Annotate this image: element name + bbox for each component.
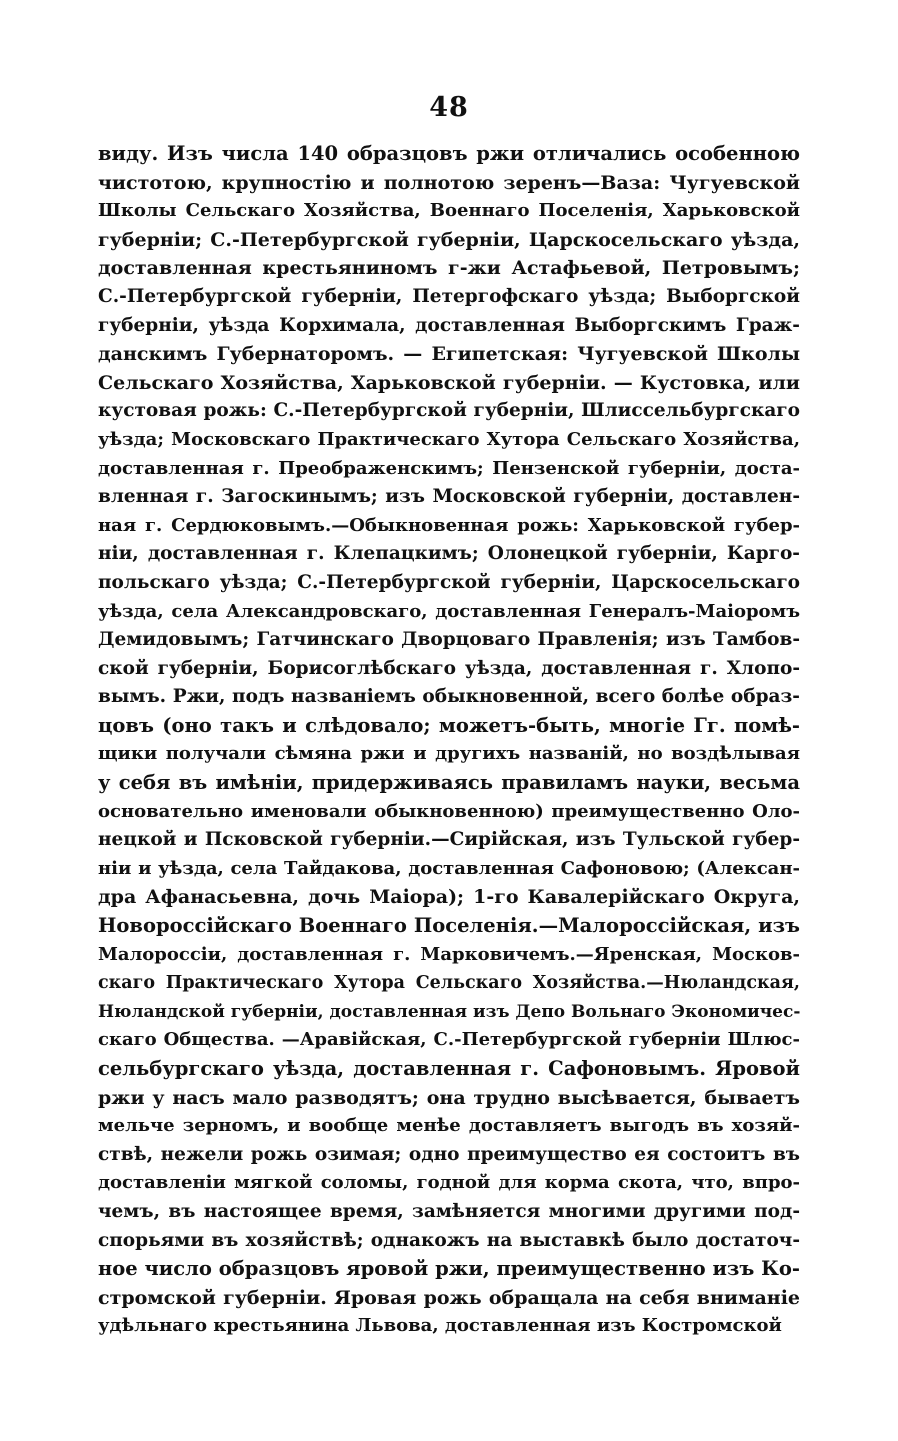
text-line: стромской губерніи. Яровая рожь обращала на себя вниманіе xyxy=(98,1286,800,1309)
text-line: доставленная г. Преображенскимъ; Пензенской губерніи, доста- xyxy=(98,457,800,479)
text-line: Новороссійскаго Военнаго Поселенія.—Малороссійская, изъ xyxy=(98,914,800,938)
text-line: доставленная крестьяниномъ г-жи Астафьевой, Петровымъ; xyxy=(98,257,800,280)
text-line: нецкой и Псковской губерніи.—Сирійская, изъ Тульской губер- xyxy=(98,829,800,851)
text-line: Малороссіи, доставленная г. Марковичемъ.—Яренская, Москов- xyxy=(98,943,800,965)
text-line: ствѣ, нежели рожь озимая; одно преимущество ея состоитъ въ xyxy=(98,1143,800,1165)
page-number: 48 xyxy=(429,92,469,123)
text-line: у себя въ имѣніи, придерживаясь правиламъ науки, весьма xyxy=(98,771,800,795)
body-text xyxy=(98,140,800,1341)
text-line: данскимъ Губернаторомъ. — Египетская: Чугуевской Школы xyxy=(98,343,800,366)
text-line: спорьями въ хозяйствѣ; однакожъ на выставкѣ было достаточ- xyxy=(98,1229,800,1251)
text-line: дра Афанасьевна, дочь Маіора); 1-го Кавалерійскаго Округа, xyxy=(98,886,800,909)
text-line: ное число образцовъ яровой ржи, преимущественно изъ Ко- xyxy=(98,1257,800,1281)
text-line: уѣзда; Московскаго Практическаго Хутора Сельскаго Хозяйства, xyxy=(98,428,800,450)
text-line: сельбургскаго уѣзда, доставленная г. Сафоновымъ. Яровой xyxy=(98,1057,800,1080)
text-line: вленная г. Загоскинымъ; изъ Московской губерніи, доставлен- xyxy=(98,486,800,508)
text-line: ніи, доставленная г. Клепацкимъ; Олонецкой губерніи, Карго- xyxy=(98,543,800,565)
text-line: губерніи, уѣзда Корхимала, доставленная Выборгскимъ Граж- xyxy=(98,314,800,336)
text-line: мельче зерномъ, и вообще менѣе доставляетъ выгодъ въ хозяй- xyxy=(98,1115,800,1137)
text-line: чистотою, крупностію и полнотою зеренъ—Ваза: Чугуевской xyxy=(98,171,800,194)
text-line: С.-Петербургской губерніи, Петергофскаго уѣзда; Выборгской xyxy=(98,285,800,307)
text-line: Демидовымъ; Гатчинскаго Дворцоваго Правленія; изъ Тамбов- xyxy=(98,629,800,651)
text-line: чемъ, въ настоящее время, замѣняется многими другими под- xyxy=(98,1200,800,1222)
text-line: Нюландской губерніи, доставленная изъ Депо Вольнаго Экономичес- xyxy=(98,1001,800,1022)
text-line: Сельскаго Хозяйства, Харьковской губерніи. — Кустовка, или xyxy=(98,371,800,394)
text-line: кустовая рожь: С.-Петербургской губерніи, Шлиссельбургскаго xyxy=(98,400,800,422)
text-line: вымъ. Ржи, подъ названіемъ обыкновенной, всего болѣе образ- xyxy=(98,686,800,708)
text-line: польскаго уѣзда; С.-Петербургской губерніи, Царскосельскаго xyxy=(98,571,800,593)
text-line: скаго Практическаго Хутора Сельскаго Хозяйства.—Нюландская, xyxy=(98,973,800,994)
text-line: доставленіи мягкой соломы, годной для корма скота, что, впро- xyxy=(98,1172,800,1194)
text-line: цовъ (оно такъ и слѣдовало; можетъ-быть, многіе Гг. помѣ- xyxy=(98,713,800,737)
text-line: ской губерніи, Борисоглѣбскаго уѣзда, доставленная г. Хлопо- xyxy=(98,657,800,679)
text-line: ная г. Сердюковымъ.—Обыкновенная рожь: Харьковской губер- xyxy=(98,514,800,536)
text-line: ніи и уѣзда, села Тайдакова, доставленная Сафоновою; (Алексан- xyxy=(98,857,800,879)
text-line: губерніи; С.-Петербургской губерніи, Царскосельскаго уѣзда, xyxy=(98,228,800,251)
text-line: уѣзда, села Александровскаго, доставленная Генералъ-Маіоромъ xyxy=(98,600,800,622)
text-line: виду. Изъ числа 140 образцовъ ржи отличались особенною xyxy=(98,142,800,165)
text-line: ржи у насъ мало разводятъ; она трудно высѣвается, бываетъ xyxy=(98,1086,800,1109)
text-line: щики получали сѣмяна ржи и другихъ названій, но воздѣлывая xyxy=(98,743,800,765)
text-line: удѣльнаго крестьянина Львова, доставленная изъ Костромской xyxy=(98,1315,782,1337)
text-line: Школы Сельскаго Хозяйства, Военнаго Поселенія, Харьковской xyxy=(98,200,800,222)
text-line: основательно именовали обыкновенною) преимущественно Оло- xyxy=(98,800,800,822)
text-line: скаго Общества. —Аравійская, С.-Петербургской губерніи Шлюс- xyxy=(98,1029,800,1051)
